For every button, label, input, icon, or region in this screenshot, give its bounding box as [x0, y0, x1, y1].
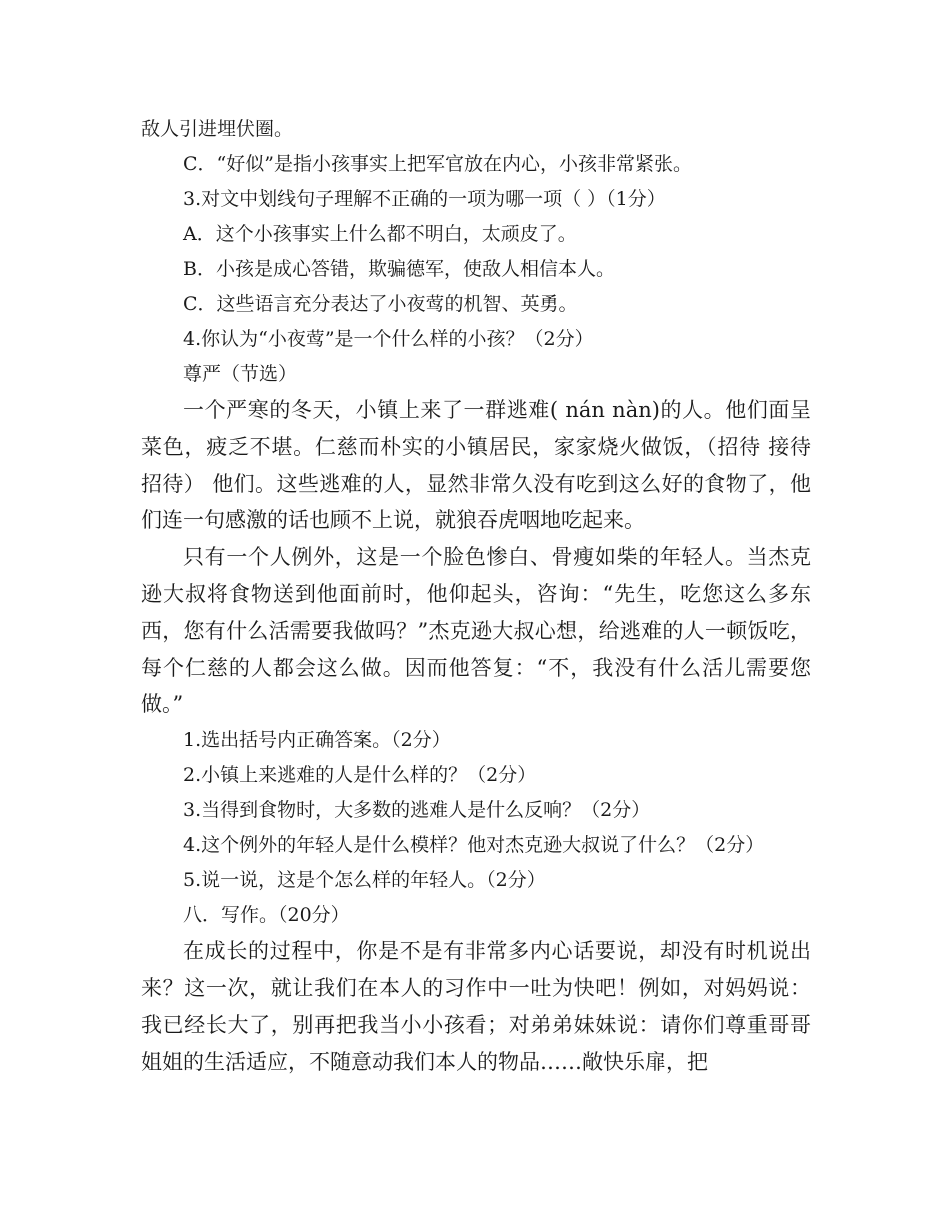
question-5-line: 5.说一说，这是个怎么样的年轻人。（2分）	[183, 869, 546, 892]
option-b-line: B．小孩是成心答错，欺骗德军，使敌人相信本人。	[183, 258, 615, 280]
question-3b-line: 3.当得到食物时，大多数的逃难人是什么反响？（2分）	[183, 799, 651, 822]
passage-paragraph-1: 一个严寒的冬天，小镇上来了一群逃难( nán nàn)的人。他们面呈菜色，疲乏不堪。仁慈而朴实的小镇居民，家家烧火做饭，（招待 接待 招待） 他们。这些逃难的人，显然非常久没有吃到这么好的食物了，他们连一句感激的话也顾不上说，就狼吞虎咽地吃起来。	[141, 398, 818, 533]
writing-prompt-paragraph: 在成长的过程中，你是不是有非常多内心话要说，却没有时机说出来？这一次，就让我们在本人的习作中一吐为快吧！例如，对妈妈说：我已经长大了，别再把我当小小孩看；对弟弟妹妹说：请你们尊重哥哥姐姐的生活适应，不随意动我们本人的物品……敞快乐扉，把	[141, 939, 811, 1074]
question-2-line: 2.小镇上来逃难的人是什么样的？（2分）	[183, 764, 537, 787]
question-3-line: 3.对文中划线句子理解不正确的一项为哪一项（ ）（1分）	[183, 188, 666, 210]
option-c-line: C．“好似”是指小孩事实上把军官放在内心，小孩非常紧张。	[183, 153, 692, 175]
question-1-line: 1.选出括号内正确答案。（2分）	[183, 729, 451, 752]
question-4-line: 4.你认为“小夜莺”是一个什么样的小孩？（2分）	[183, 328, 594, 350]
passage-paragraph-2: 只有一个人例外，这是一个脸色惨白、骨瘦如柴的年轻人。当杰克逊大叔将食物送到他面前时，他仰起头，咨询：“先生，吃您这么多东西，您有什么活需要我做吗？”杰克逊大叔心想，给逃难的人一顿饭吃，每个仁慈的人都会这么做。因而他答复：“不，我没有什么活儿需要您做。”	[141, 545, 811, 717]
option-c2-line: C．这些语言充分表达了小夜莺的机智、英勇。	[183, 293, 578, 315]
passage-title: 尊严（节选）	[183, 363, 298, 385]
writing-section-title: 八．写作。（20分）	[183, 904, 350, 927]
question-4b-line: 4.这个例外的年轻人是什么模样？他对杰克逊大叔说了什么？（2分）	[183, 834, 765, 857]
text-line-continuation: 敌人引进埋伏圈。	[141, 118, 294, 140]
document-body	[141, 112, 818, 1080]
option-a-line: A．这个小孩事实上什么都不明白，太顽皮了。	[183, 223, 577, 245]
